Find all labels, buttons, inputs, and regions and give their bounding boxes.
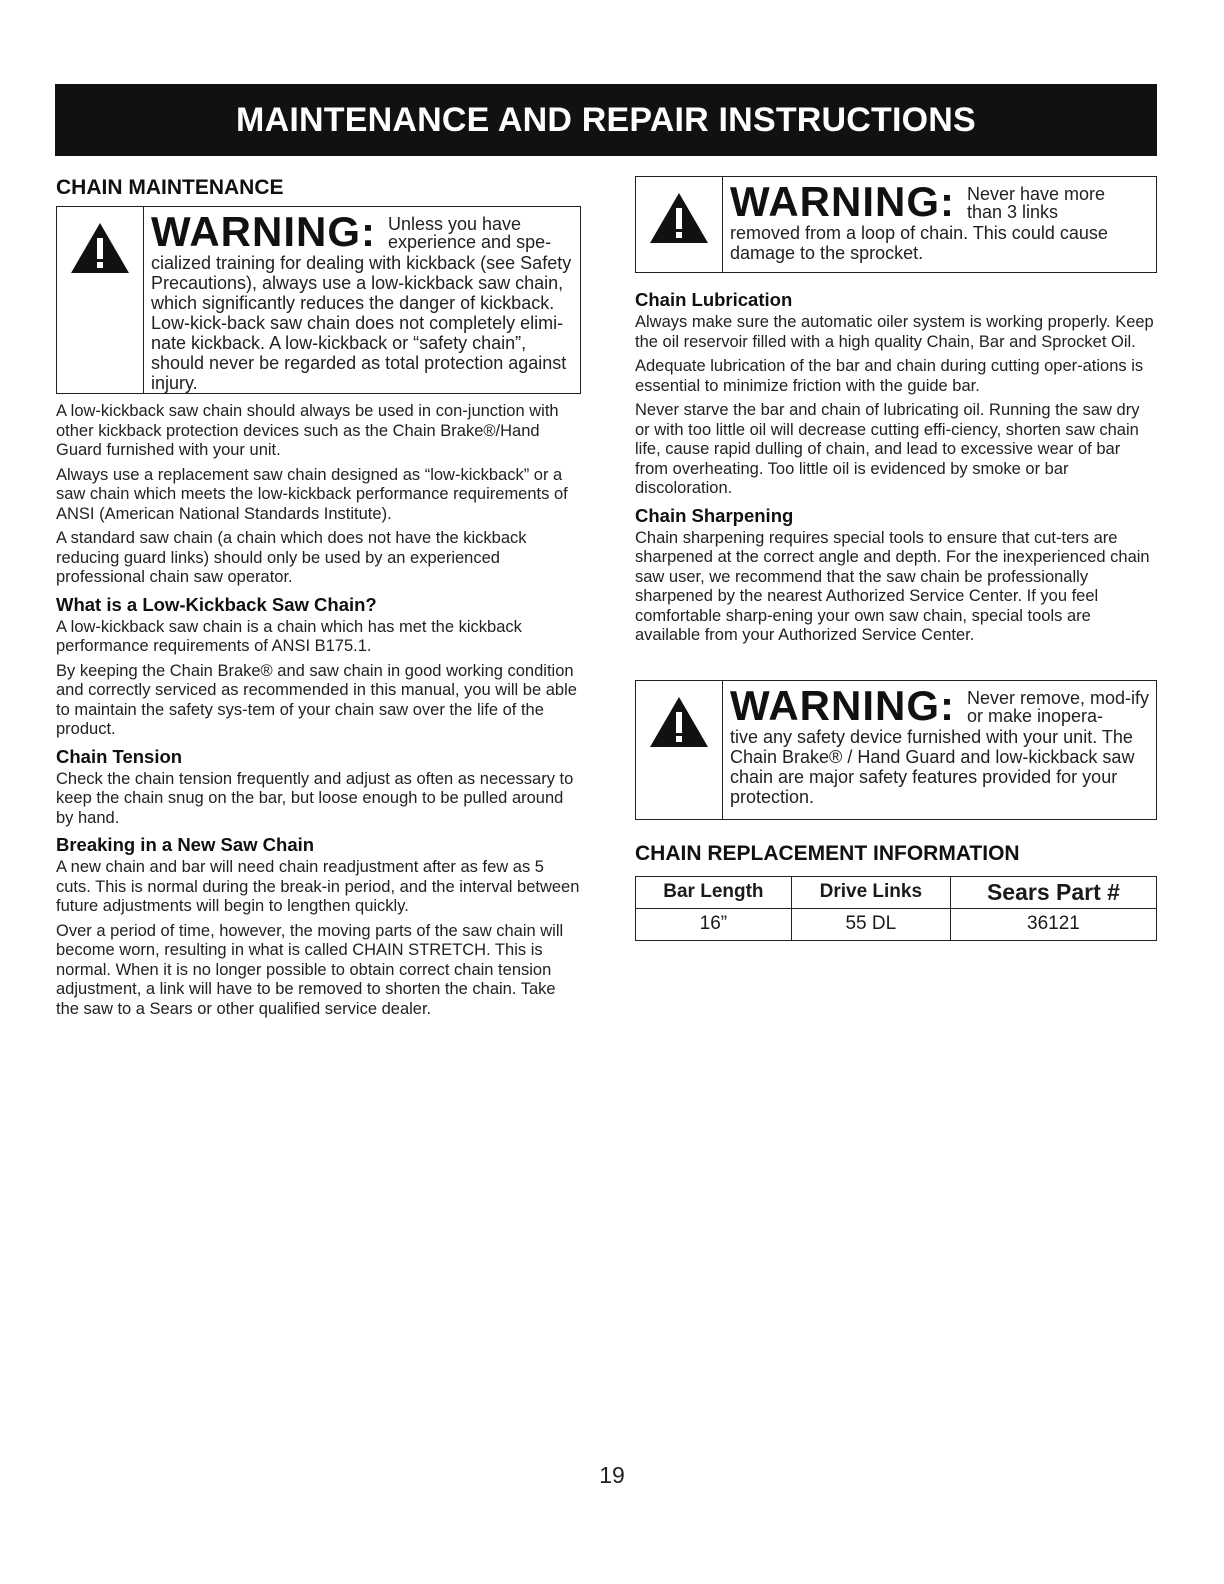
table-header-cell: Sears Part #: [950, 876, 1156, 908]
safety-device-warning-box: [635, 680, 1157, 820]
warning-icon-cell: [636, 681, 723, 819]
warning-icon-cell: [636, 177, 723, 272]
warning-icon-cell: [57, 207, 144, 393]
paragraph: Adequate lubrication of the bar and chain during cutting oper-ations is essential to minimize friction with the guide bar.: [635, 357, 1144, 395]
warning-body: tive any safety device furnished with your unit. The Chain Brake® / Hand Guard and low-kickback saw chain are major safety features provided for your protection.: [730, 726, 1135, 807]
banner-title: MAINTENANCE AND REPAIR INSTRUCTIONS: [236, 100, 976, 139]
table-header-cell: Bar Length: [636, 876, 792, 908]
links-warning-box: [635, 176, 1157, 273]
warning-text: [723, 177, 1156, 272]
warning-text: [144, 207, 580, 393]
paragraph: Always make sure the automatic oiler system is working properly. Keep the oil reservoir filled with a high quality Chain, Bar and Sprocket Oil.: [635, 313, 1154, 351]
warning-text: [723, 681, 1158, 819]
chain-tension-heading: Chain Tension: [56, 745, 183, 767]
page-banner: [55, 84, 1157, 156]
kickback-warning-box: [56, 206, 581, 394]
paragraph: A low-kickback saw chain should always be used in con-junction with other kickback protection devices such as the Chain Brake®/Hand Guard furnished with your unit.: [56, 402, 559, 459]
paragraph: A low-kickback saw chain is a chain which has met the kickback performance requirements of ANSI B175.1.: [56, 617, 522, 655]
chain-sharpening-heading: Chain Sharpening: [635, 504, 794, 526]
paragraph: Chain sharpening requires special tools to ensure that cut-ters are sharpened at the correct angle and depth. For the inexperienced chain saw user, we recommend that the saw chain be professionally sharpened by the nearest Authorized Service Center. If you feel comfortable sharp-ening your own saw chain, special tools are available from your Authorized Service Center.: [635, 528, 1150, 644]
table-header-row: [636, 876, 1157, 908]
warning-lead: Never remove, mod-ify or make inopera-: [966, 687, 1150, 726]
breaking-in-heading: Breaking in a New Saw Chain: [56, 834, 315, 855]
warning-word: WARNING:: [730, 178, 955, 225]
right-column: [635, 176, 1157, 941]
warning-triangle-icon: [69, 221, 131, 275]
warning-word: WARNING:: [151, 208, 376, 255]
table-cell: 55 DL: [791, 908, 950, 940]
warning-triangle-icon: [648, 695, 710, 749]
warning-lead: Never have more than 3 links: [966, 184, 1106, 222]
left-column: [56, 176, 581, 1024]
chain-maintenance-heading: CHAIN MAINTENANCE: [56, 176, 284, 199]
warning-body: removed from a loop of chain. This could cause damage to the sprocket.: [730, 223, 1108, 263]
paragraph: A standard saw chain (a chain which does not have the kickback reducing guard links) should only be used by an experienced professional chain saw operator.: [56, 529, 527, 586]
chain-replacement-table: [635, 876, 1157, 941]
paragraph: By keeping the Chain Brake® and saw chain in good working condition and correctly serviced as recommended in this manual, you will be able to maintain the safety sys-tem of your chain saw over the life of the product.: [56, 661, 577, 738]
paragraph: Never starve the bar and chain of lubricating oil. Running the saw dry or with too little oil will decrease cutting effi-ciency, shorten saw chain life, cause rapid dulling of chain, and lead to excessive wear of bar from overheating. Too little oil is evidenced by smoke or bar discoloration.: [635, 401, 1140, 497]
chain-lubrication-heading: Chain Lubrication: [635, 289, 793, 310]
table-header-cell: Drive Links: [791, 876, 950, 908]
table-cell: 16”: [636, 908, 792, 940]
paragraph: Over a period of time, however, the moving parts of the saw chain will become worn, resulting in what is called CHAIN STRETCH. This is normal. When it is no longer possible to obtain correct chain tension adjustment, a link will have to be removed to shorten the chain. Take the saw to a Sears or other qualified service dealer.: [56, 921, 564, 1018]
warning-body: cialized training for dealing with kickback (see Safety Precautions), always use a low-kickback saw chain, which significantly reduces the danger of kickback. Low-kick-back saw chain does not completely elimi-nate kickback. A low-kickback or “safety chain”, should never be regarded as total protection against injury.: [151, 253, 572, 393]
table-row: [636, 908, 1157, 940]
low-kickback-heading: What is a Low-Kickback Saw Chain?: [56, 593, 377, 615]
warning-triangle-icon: [648, 191, 710, 245]
warning-word: WARNING:: [730, 681, 955, 729]
paragraph: Always use a replacement saw chain designed as “low-kickback” or a saw chain which meets the low-kickback performance requirements of ANSI (American National Standards Institute).: [56, 465, 568, 523]
paragraph: Check the chain tension frequently and adjust as often as necessary to keep the chain snug on the bar, but loose enough to be pulled around by hand.: [56, 769, 574, 827]
table-cell: 36121: [950, 908, 1156, 940]
warning-lead: Unless you have experience and spe-: [387, 214, 552, 252]
paragraph: A new chain and bar will need chain readjustment after as few as 5 cuts. This is normal during the break-in period, and the interval between future adjustments will begin to lengthen quickly.: [56, 858, 580, 915]
page-number: 19: [599, 1462, 625, 1488]
chain-replacement-heading: CHAIN REPLACEMENT INFORMATION: [635, 841, 1020, 865]
